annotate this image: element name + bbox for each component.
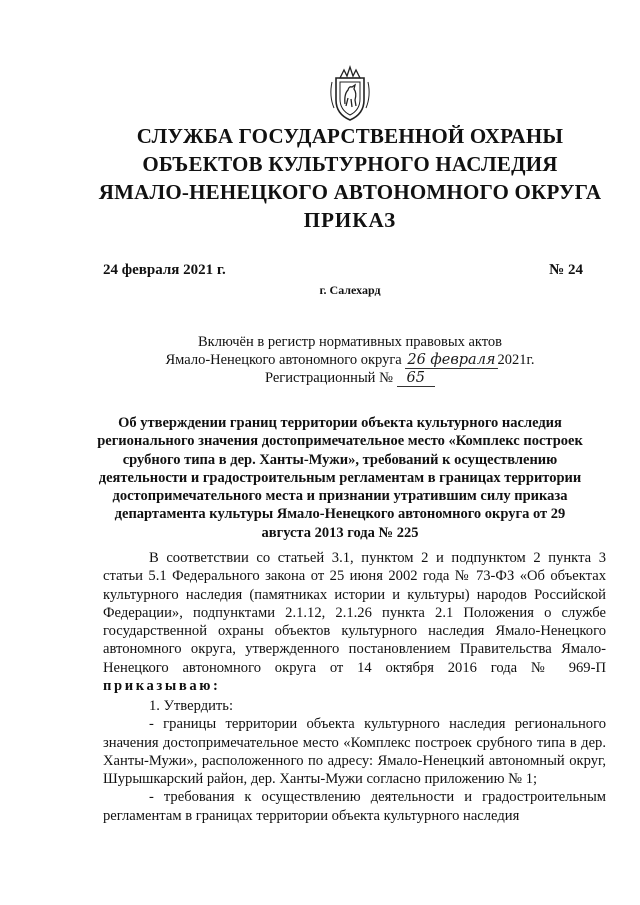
document-title: Об утверждении границ территории объекта культурного наследия регионального значения достопримечательное место «Комплекс построек срубного типа в дер. Ханты-Мужи», требований к осуществлению деятельности и градостроительным регламентам в границах территории достопримечательного места и признании утратившим силу приказа департамента культуры Ямало-Ненецкого автономного округа от 29 августа 2013 года № 225 bbox=[97, 415, 583, 541]
preamble-text: В соответствии со статьей 3.1, пунктом 2 и подпунктом 2 пункта 3 статьи 5.1 Федерального закона от 25 июня 2002 года № 73-ФЗ «Об объектах культурного наследия (памятниках истории и культуры) народов Российской Федерации», подпунктами 2.1.12, 2.1.26 пункта 2.1 Положения о службе государственной охраны объектов культурного наследия Ямало-Ненецкого автономного округа, утвержденного постановлением Правительства Ямало-Ненецкого автономного округа от 14 октября 2016 года № 969-П bbox=[103, 550, 606, 676]
agency-name-line-1: СЛУЖБА ГОСУДАРСТВЕННОЙ ОХРАНЫ bbox=[136, 124, 564, 148]
coat-of-arms-icon bbox=[326, 64, 374, 122]
item-1-requirements: - требования к осуществлению деятельности и градостроительным регламентам в границах территории объекта культурного наследия bbox=[103, 789, 606, 824]
order-date: 24 февраля 2021 г. bbox=[103, 262, 226, 278]
registration-number-label: Регистрационный № bbox=[265, 370, 393, 386]
registration-line-3 bbox=[160, 370, 540, 387]
agency-name-line-3: ЯМАЛО-НЕНЕЦКОГО АВТОНОМНОГО ОКРУГА bbox=[98, 180, 602, 204]
items-block bbox=[103, 697, 606, 825]
item-1-boundaries: - границы территории объекта культурного наследия регионального значения достопримечательное место «Комплекс построек срубного типа в дер. Ханты-Мужи», расположенного по адресу: Ямало-Ненецкий автономный округ, Шурышкарский район, дер. Ханты-Мужи согласно приложению № 1; bbox=[103, 716, 606, 788]
order-title: ПРИКАЗ bbox=[303, 208, 397, 232]
registration-line-1: Включён в регистр нормативных правовых актов bbox=[198, 334, 502, 350]
registration-line-2 bbox=[160, 352, 540, 369]
item-1: 1. Утвердить: bbox=[149, 698, 234, 714]
order-city: г. Салехард bbox=[319, 283, 381, 297]
preamble-block bbox=[103, 549, 606, 695]
order-word: приказываю: bbox=[103, 678, 221, 695]
handwritten-reg-number: 65 bbox=[397, 370, 435, 387]
handwritten-date: 26 февраля bbox=[407, 352, 496, 368]
order-number: № 24 bbox=[549, 262, 583, 278]
agency-name-line-2: ОБЪЕКТОВ КУЛЬТУРНОГО НАСЛЕДИЯ bbox=[142, 152, 558, 176]
registration-region: Ямало-Ненецкого автономного округа bbox=[165, 352, 402, 368]
registration-year: 2021г. bbox=[497, 352, 535, 368]
